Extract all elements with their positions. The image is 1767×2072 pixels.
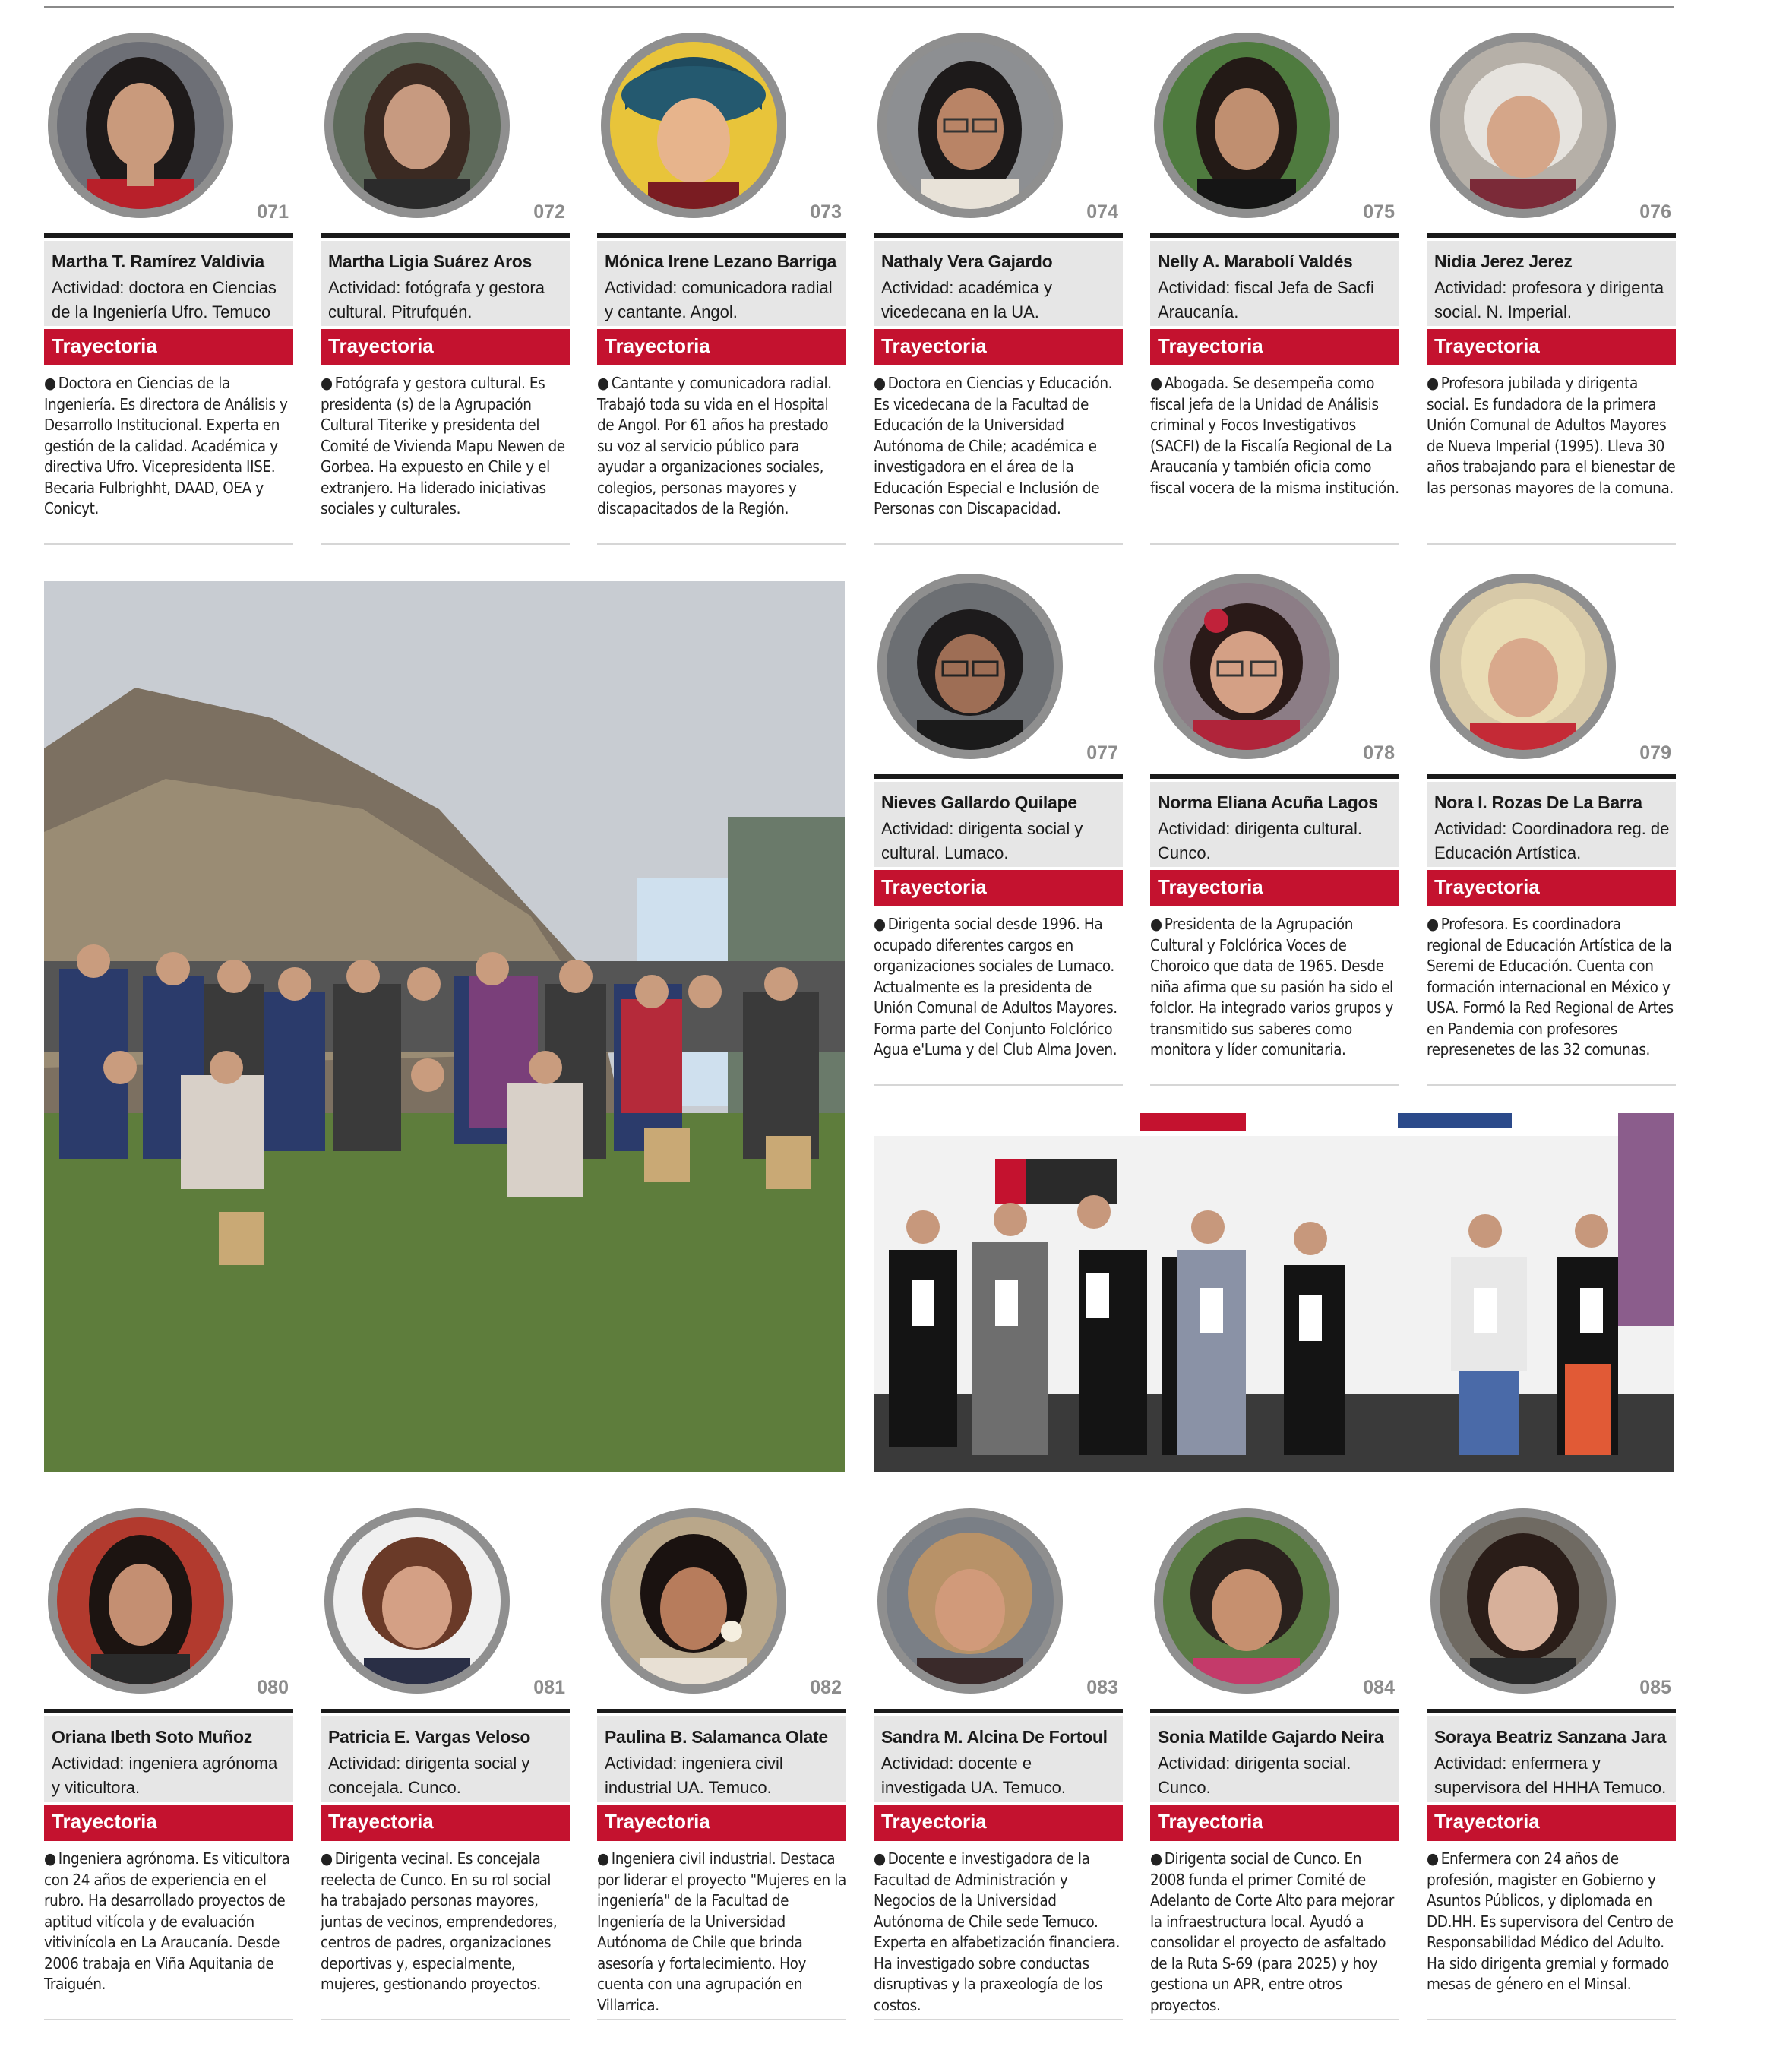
info-box — [321, 241, 570, 326]
info-box — [1427, 241, 1676, 326]
profile-activity: Actividad: doctora en Ciencias de la Ingeniería Ufro. Temuco — [52, 278, 277, 321]
portrait-photo — [1430, 33, 1616, 218]
banner-label: Trayectoria — [328, 334, 434, 357]
trayectoria-banner — [597, 1805, 846, 1841]
profile-activity: Actividad: ingeniera agrónoma y viticultora. — [52, 1754, 278, 1797]
profile-activity: Actividad: Coordinadora reg. de Educación Artística. — [1434, 819, 1670, 862]
profile-name: Mónica Irene Lezano Barriga — [605, 251, 837, 271]
profile-name: Sonia Matilde Gajardo Neira — [1158, 1727, 1384, 1747]
profile-activity: Actividad: enfermera y supervisora del HHHA Temuco. — [1434, 1754, 1667, 1797]
profile-card-076 — [1427, 33, 1676, 549]
profile-bio: ● Fotógrafa y gestora cultural. Es presidenta (s) de la Agrupación Cultural Titerike y presidenta del Comité de Vivienda Mapu Newen de Gorbea. Ha expuesto en Chile y el extranjero. Ha liderado iniciativas sociales y culturales. — [321, 374, 565, 517]
banner-label: Trayectoria — [881, 875, 987, 898]
portrait-photo — [877, 574, 1063, 759]
profile-activity: Actividad: dirigenta social y concejala. Cunco. — [328, 1754, 530, 1797]
banner-label: Trayectoria — [1158, 334, 1263, 357]
profile-name: Martha T. Ramírez Valdivia — [52, 251, 264, 271]
profile-name: Patricia E. Vargas Veloso — [328, 1727, 531, 1747]
bullet-icon: ● — [597, 374, 609, 392]
banner-label: Trayectoria — [881, 334, 987, 357]
profile-bio: ● Abogada. Se desempeña como fiscal jefa de la Unidad de Análisis criminal y Focos Investigativos (SACFI) de la Fiscalía Regional de La Araucanía y también oficia como fiscal vocera de la misma institución. — [1150, 374, 1399, 497]
trayectoria-banner — [874, 329, 1123, 365]
profile-name: Martha Ligia Suárez Aros — [328, 251, 533, 271]
separator — [1427, 1709, 1676, 1713]
profile-card-083 — [874, 1508, 1123, 2025]
profile-number: 077 — [1086, 742, 1118, 764]
separator — [874, 1709, 1123, 1713]
bottom-rule — [1427, 543, 1676, 545]
info-box — [44, 1716, 293, 1802]
portrait-photo — [1430, 574, 1616, 759]
bullet-icon: ● — [321, 374, 333, 392]
group-photo — [44, 581, 845, 1472]
bottom-rule — [1150, 1084, 1399, 1086]
separator — [597, 233, 846, 238]
info-box — [1150, 782, 1399, 867]
profile-card-080 — [44, 1508, 293, 2025]
separator — [321, 233, 570, 238]
profile-bio: ● Enfermera con 24 años de profesión, magister en Gobierno y Asuntos Públicos, y diplomada en DD.HH. Es supervisora del Centro de Responsabilidad Médico del Adulto. Ha sido dirigenta gremial y formado mesas de género en el Minsal. — [1427, 1849, 1674, 1993]
profile-name: Nieves Gallardo Quilape — [881, 792, 1077, 812]
profile-number: 074 — [1086, 201, 1118, 223]
profile-number: 075 — [1363, 201, 1395, 223]
bullet-icon: ● — [1150, 915, 1162, 933]
profile-number: 085 — [1639, 1677, 1671, 1698]
bottom-rule — [874, 2019, 1123, 2020]
separator — [321, 1709, 570, 1713]
banner-label: Trayectoria — [1434, 334, 1540, 357]
profile-bio: ● Cantante y comunicadora radial. Trabajó toda su vida en el Hospital de Angol. Por 61 años ha prestado su voz al servicio público para ayudar a organizaciones sociales, colegios, personas mayores y discapacitados de la Región. — [597, 374, 832, 517]
portrait-photo — [324, 33, 510, 218]
bullet-icon: ● — [321, 1849, 333, 1868]
banner-label: Trayectoria — [605, 334, 710, 357]
profile-name: Sandra M. Alcina De Fortoul — [881, 1727, 1108, 1747]
portrait-photo — [48, 1508, 233, 1694]
profile-activity: Actividad: dirigenta cultural. Cunco. — [1158, 819, 1363, 862]
separator — [44, 233, 293, 238]
profile-activity: Actividad: dirigenta social y cultural. Lumaco. — [881, 819, 1083, 862]
banner-label: Trayectoria — [881, 1810, 987, 1833]
bottom-rule — [597, 2019, 846, 2020]
profile-card-072 — [321, 33, 570, 549]
portrait-photo — [1154, 33, 1339, 218]
bullet-icon: ● — [597, 1849, 609, 1868]
bullet-icon: ● — [1427, 1849, 1439, 1868]
info-box — [1150, 241, 1399, 326]
bullet-icon: ● — [874, 1849, 886, 1868]
info-box — [874, 241, 1123, 326]
separator — [874, 774, 1123, 779]
profile-name: Nidia Jerez Jerez — [1434, 251, 1573, 271]
profile-bio: ● Ingeniera civil industrial. Destaca por liderar el proyecto "Mujeres en la ingeniería" de la Facultad de Ingeniería de la Universidad Autónoma de Chile que brinda asesoría y fortalecimiento. Hoy cuenta con una agrupación en Villarrica. — [597, 1849, 846, 2014]
trayectoria-banner — [44, 329, 293, 365]
info-box — [597, 241, 846, 326]
bullet-icon: ● — [1427, 915, 1439, 933]
profile-card-077 — [874, 574, 1123, 1090]
banner-label: Trayectoria — [52, 1810, 157, 1833]
bottom-rule — [597, 543, 846, 545]
event-photo — [874, 1113, 1674, 1472]
portrait-photo — [1430, 1508, 1616, 1694]
separator — [1150, 233, 1399, 238]
profile-number: 083 — [1086, 1677, 1118, 1698]
info-box — [1427, 1716, 1676, 1802]
profile-number: 073 — [810, 201, 842, 223]
bullet-icon: ● — [1150, 1849, 1162, 1868]
banner-label: Trayectoria — [328, 1810, 434, 1833]
profile-number: 079 — [1639, 742, 1671, 764]
banner-label: Trayectoria — [52, 334, 157, 357]
profile-number: 071 — [257, 201, 289, 223]
profile-activity: Actividad: docente e investigada UA. Temuco. — [881, 1754, 1066, 1797]
bottom-rule — [44, 543, 293, 545]
portrait-photo — [324, 1508, 510, 1694]
profile-number: 078 — [1363, 742, 1395, 764]
profile-name: Nelly A. Marabolí Valdés — [1158, 251, 1353, 271]
profile-activity: Actividad: profesora y dirigenta social. N. Imperial. — [1434, 278, 1664, 321]
profile-number: 082 — [810, 1677, 842, 1698]
profile-bio: ● Dirigenta social de Cunco. En 2008 funda el primer Comité de Adelanto de Corte Alto para mejorar la infraestructura local. Ayudó a consolidar el proyecto de asfaltado de la Ruta S-69 (para 2025) y hoy gestiona un APR, entre otros proyectos. — [1150, 1849, 1394, 2014]
profile-bio: ● Dirigenta social desde 1996. Ha ocupado diferentes cargos en organizaciones sociales de Lumaco. Actualmente es la presidenta de Unión Comunal de Adultos Mayores. Forma parte del Conjunto Folclórico Agua e'Luma y del Club Alma Joven. — [874, 915, 1117, 1058]
separator — [597, 1709, 846, 1713]
profile-bio: ● Presidenta de la Agrupación Cultural y Folclórica Voces de Choroico que data de 1965. Desde niña afirma que su pasión ha sido el folclor. Ha integrado varios grupos y transmitido sus saberes como monitora y líder comunitaria. — [1150, 915, 1393, 1058]
bottom-rule — [44, 2019, 293, 2020]
trayectoria-banner — [1427, 870, 1676, 906]
banner-label: Trayectoria — [1158, 1810, 1263, 1833]
profile-activity: Actividad: fotógrafa y gestora cultural. Pitrufquén. — [328, 278, 545, 321]
profile-card-073 — [597, 33, 846, 549]
bullet-icon: ● — [874, 374, 886, 392]
bottom-rule — [321, 2019, 570, 2020]
profile-card-074 — [874, 33, 1123, 549]
profile-name: Oriana Ibeth Soto Muñoz — [52, 1727, 252, 1747]
profile-card-071 — [44, 33, 293, 549]
trayectoria-banner — [321, 329, 570, 365]
bottom-rule — [321, 543, 570, 545]
profile-bio: ● Doctora en Ciencias y Educación. Es vicedecana de la Facultad de Educación de la Universidad Autónoma de Chile; académica e investigadora en el área de la Educación Especial e Inclusión de Personas con Discapacidad. — [874, 374, 1113, 517]
profile-activity: Actividad: dirigenta social. Cunco. — [1158, 1754, 1351, 1797]
bullet-icon: ● — [1427, 374, 1439, 392]
profile-number: 076 — [1639, 201, 1671, 223]
info-box — [597, 1716, 846, 1802]
info-box — [874, 782, 1123, 867]
separator — [1150, 774, 1399, 779]
separator — [874, 233, 1123, 238]
profile-card-082 — [597, 1508, 846, 2025]
bullet-icon: ● — [44, 1849, 56, 1868]
profile-card-084 — [1150, 1508, 1399, 2025]
info-box — [44, 241, 293, 326]
profile-activity: Actividad: fiscal Jefa de Sacfi Araucanía. — [1158, 278, 1374, 321]
info-box — [321, 1716, 570, 1802]
separator — [1427, 233, 1676, 238]
bullet-icon: ● — [44, 374, 56, 392]
separator — [44, 1709, 293, 1713]
profile-activity: Actividad: ingeniera civil industrial UA. Temuco. — [605, 1754, 783, 1797]
trayectoria-banner — [44, 1805, 293, 1841]
portrait-photo — [48, 33, 233, 218]
portrait-photo — [877, 1508, 1063, 1694]
profile-bio: ● Dirigenta vecinal. Es concejala reelecta de Cunco. En su rol social ha trabajado personas mayores, juntas de vecinos, emprendedores, centros de padres, organizaciones deportivas y, especialmente, mujeres, gestionando proyectos. — [321, 1849, 558, 1993]
bullet-icon: ● — [1150, 374, 1162, 392]
bullet-icon: ● — [874, 915, 886, 933]
banner-label: Trayectoria — [1434, 875, 1540, 898]
profile-bio: ● Ingeniera agrónoma. Es viticultora con 24 años de experiencia en el rubro. Ha desarrollado proyectos de aptitud vitícola y de evaluación vitivinícola en La Araucanía. Desde 2006 trabaja en Viña Aquitania de Traiguén. — [44, 1849, 290, 1993]
profile-number: 084 — [1363, 1677, 1395, 1698]
profile-activity: Actividad: comunicadora radial y cantante. Angol. — [605, 278, 833, 321]
profile-bio: ● Doctora en Ciencias de la Ingeniería. Es directora de Análisis y Desarrollo Institucional. Experta en gestión de la calidad. Académica y directiva Ufro. Vicepresidenta IISE. Becaria Fulbrighht, DAAD, OEA y Conicyt. — [44, 374, 288, 517]
trayectoria-banner — [1427, 1805, 1676, 1841]
bottom-rule — [1150, 2019, 1399, 2020]
portrait-photo — [1154, 574, 1339, 759]
bottom-rule — [1427, 1084, 1676, 1086]
banner-label: Trayectoria — [605, 1810, 710, 1833]
profile-bio: ● Profesora. Es coordinadora regional de Educación Artística de la Seremi de Educación. Cuenta con formación internacional en México y USA. Formó la Red Regional de Artes en Pandemia con profesores represenetes de las 32 comunas. — [1427, 915, 1674, 1058]
portrait-photo — [601, 33, 786, 218]
profile-number: 081 — [533, 1677, 565, 1698]
banner-label: Trayectoria — [1434, 1810, 1540, 1833]
portrait-photo — [877, 33, 1063, 218]
profile-activity: Actividad: académica y vicedecana en la UA. — [881, 278, 1052, 321]
info-box — [1150, 1716, 1399, 1802]
banner-label: Trayectoria — [1158, 875, 1263, 898]
profile-card-075 — [1150, 33, 1399, 549]
profile-name: Soraya Beatriz Sanzana Jara — [1434, 1727, 1667, 1747]
bottom-rule — [874, 543, 1123, 545]
profile-card-078 — [1150, 574, 1399, 1090]
info-box — [1427, 782, 1676, 867]
profile-name: Nora I. Rozas De La Barra — [1434, 792, 1642, 812]
profile-card-085 — [1427, 1508, 1676, 2025]
separator — [1150, 1709, 1399, 1713]
profile-number: 072 — [533, 201, 565, 223]
trayectoria-banner — [321, 1805, 570, 1841]
bottom-rule — [874, 1084, 1123, 1086]
trayectoria-banner — [1150, 1805, 1399, 1841]
portrait-photo — [601, 1508, 786, 1694]
portrait-photo — [1154, 1508, 1339, 1694]
trayectoria-banner — [874, 1805, 1123, 1841]
profile-name: Norma Eliana Acuña Lagos — [1158, 792, 1378, 812]
profile-card-079 — [1427, 574, 1676, 1090]
bottom-rule — [1427, 2019, 1676, 2020]
trayectoria-banner — [1427, 329, 1676, 365]
trayectoria-banner — [597, 329, 846, 365]
top-rule — [44, 6, 1674, 8]
bottom-rule — [1150, 543, 1399, 545]
trayectoria-banner — [1150, 870, 1399, 906]
profile-bio: ● Profesora jubilada y dirigenta social. Es fundadora de la primera Unión Comunal de Adultos Mayores de Nueva Imperial (1995). Lleva 30 años trabajando para el bienestar de las personas mayores de la comuna. — [1427, 374, 1676, 497]
trayectoria-banner — [1150, 329, 1399, 365]
profile-name: Paulina B. Salamanca Olate — [605, 1727, 828, 1747]
separator — [1427, 774, 1676, 779]
profile-bio: ● Docente e investigadora de la Facultad de Administración y Negocios de la Universidad Autónoma de Chile sede Temuco. Experta en alfabetización financiera. Ha investigado sobre conductas disruptivas y la praxeología de los costos. — [874, 1849, 1121, 2014]
trayectoria-banner — [874, 870, 1123, 906]
profile-number: 080 — [257, 1677, 289, 1698]
info-box — [874, 1716, 1123, 1802]
profile-name: Nathaly Vera Gajardo — [881, 251, 1053, 271]
profile-card-081 — [321, 1508, 570, 2025]
